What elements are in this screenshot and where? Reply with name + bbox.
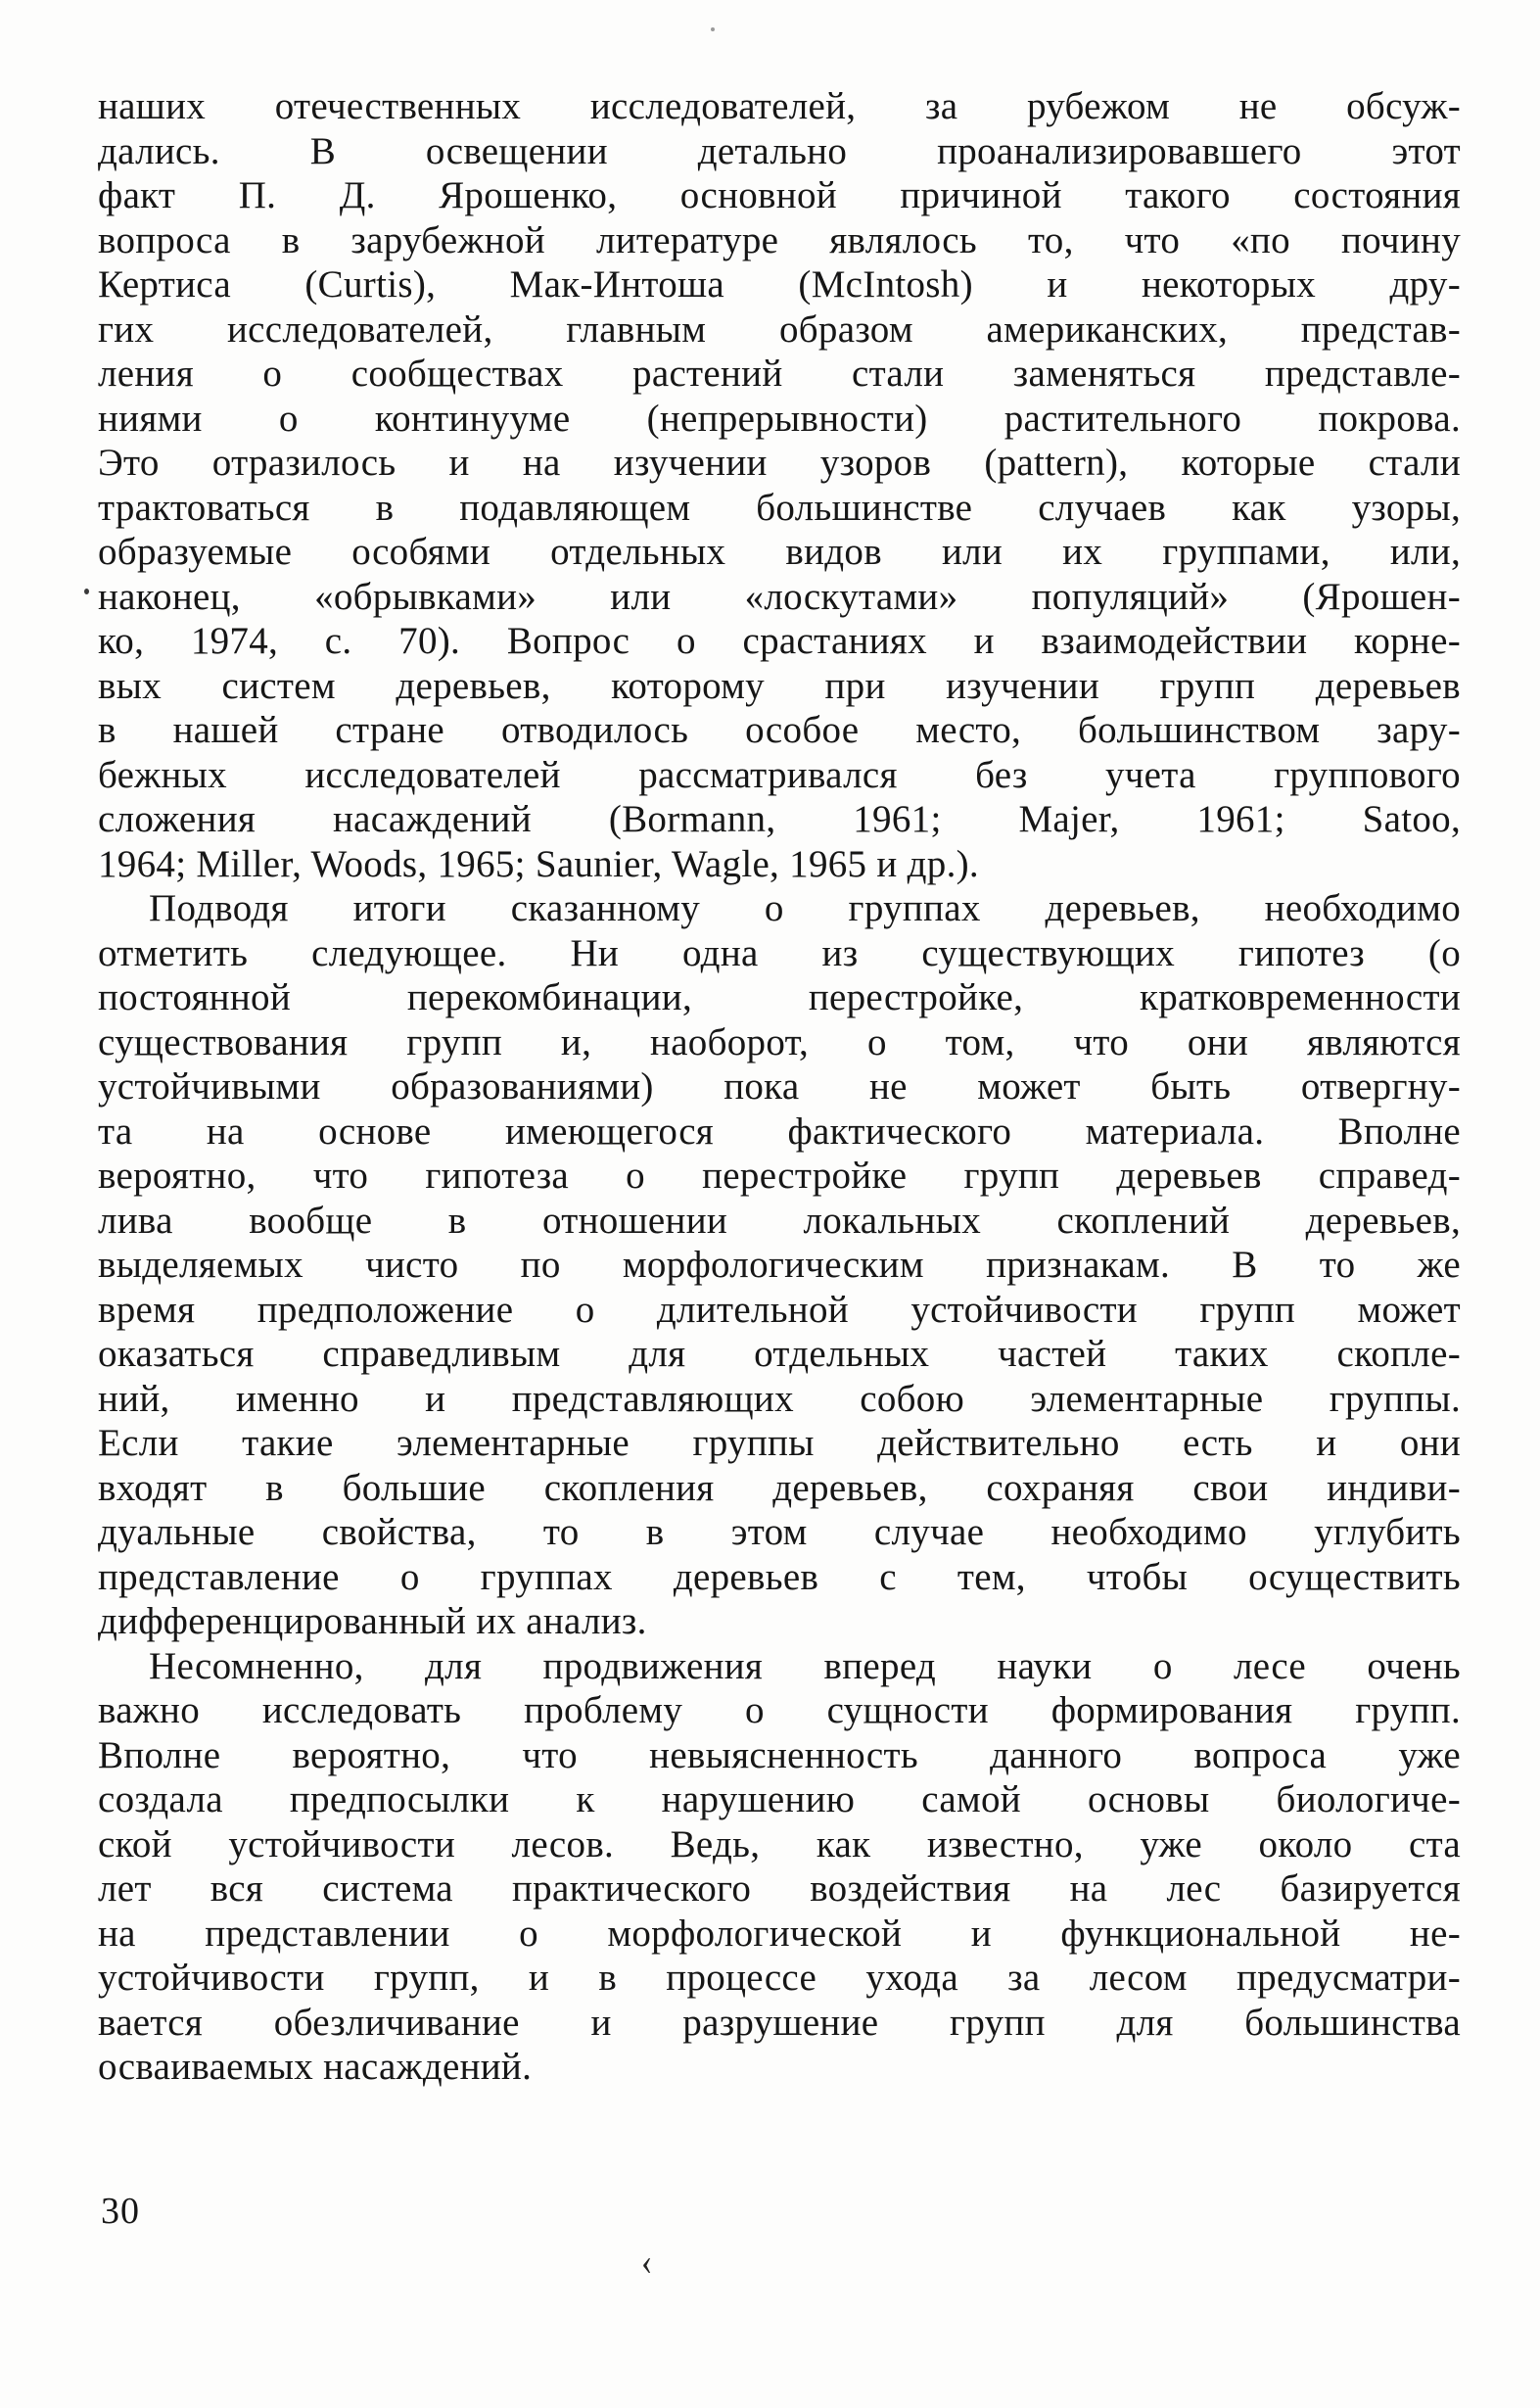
text-line: Несомненно, для продвижения вперед науки о лесе очень xyxy=(149,1644,1461,1687)
text-line: устойчивыми образованиями) пока не может быть отвергну- xyxy=(98,1065,1461,1108)
paragraph xyxy=(98,84,1461,886)
text-line: бежных исследователей рассматривался без учета группового xyxy=(98,753,1461,796)
text-line: оказаться справедливым для отдельных частей таких скопле- xyxy=(98,1333,1461,1375)
text-line: лет вся система практического воздействия на лес базируется xyxy=(98,1867,1461,1910)
scan-speck-top xyxy=(711,27,715,31)
text-line: трактоваться в подавляющем большинстве случаев как узоры, xyxy=(98,486,1461,529)
text-line: факт П. Д. Ярошенко, основной причиной такого состояния xyxy=(98,174,1461,216)
text-line: осваиваемых насаждений. xyxy=(98,2046,533,2088)
text-line: устойчивости групп, и в процессе ухода за лесом предусматри- xyxy=(98,1957,1461,1999)
text-line: Подводя итоги сказанному о группах деревьев, необходимо xyxy=(149,887,1461,929)
text-line: важно исследовать проблему о сущности формирования групп. xyxy=(98,1689,1461,1731)
text-line: ний, именно и представляющих собою элементарные группы. xyxy=(98,1377,1461,1420)
text-line: вопроса в зарубежной литературе являлось то, что «по почину xyxy=(98,218,1461,261)
text-line: входят в большие скопления деревьев, сохраняя свои индиви- xyxy=(98,1466,1461,1509)
text-line: Если такие элементарные группы действительно есть и они xyxy=(98,1422,1461,1464)
text-line: представление о группах деревьев с тем, чтобы осуществить xyxy=(98,1555,1461,1598)
text-line: та на основе имеющегося фактического материала. Вполне xyxy=(98,1110,1461,1153)
ink-speck xyxy=(84,589,89,594)
text-line: Вполне вероятно, что невыясненность данного вопроса уже xyxy=(98,1733,1461,1776)
text-line: время предположение о длительной устойчивости групп может xyxy=(98,1288,1461,1331)
text-line: отметить следующее. Ни одна из существующих гипотез (о xyxy=(98,931,1461,974)
text-line: дуальные свойства, то в этом случае необходимо углубить xyxy=(98,1511,1461,1553)
text-line: ления о сообществах растений стали заменяться представле- xyxy=(98,353,1461,395)
body-text xyxy=(98,84,1461,2090)
text-line: выделяемых чисто по морфологическим признакам. В то же xyxy=(98,1244,1461,1286)
text-line: создала предпосылки к нарушению самой основы биологиче- xyxy=(98,1778,1461,1820)
text-line: в нашей стране отводилось особое место, большинством зару- xyxy=(98,709,1461,751)
text-line: гих исследователей, главным образом американских, представ- xyxy=(98,307,1461,351)
text-line: вероятно, что гипотеза о перестройке групп деревьев справед- xyxy=(98,1155,1461,1197)
text-line: на представлении о морфологической и функциональной не- xyxy=(98,1912,1461,1955)
text-line: дифференцированный их анализ. xyxy=(98,1600,647,1642)
text-line: вается обезличивание и разрушение групп для большинства xyxy=(98,2001,1461,2044)
text-line: сложения насаждений (Bormann, 1961; Majer, 1961; Satoo, xyxy=(98,798,1461,840)
text-line: вых систем деревьев, которому при изучении групп деревьев xyxy=(98,664,1461,707)
text-line: Кертиса (Curtis), Мак-Интоша (McIntosh) и некоторых дру- xyxy=(98,263,1461,306)
text-line: наконец, «обрывками» или «лоскутами» популяций» (Ярошен- xyxy=(98,575,1461,618)
text-line: дались. В освещении детально проанализировавшего этот xyxy=(98,129,1461,172)
text-line: лива вообще в отношении локальных скоплений деревьев, xyxy=(98,1199,1461,1242)
text-line: 1964; Miller, Woods, 1965; Saunier, Wagle, 1965 и др.). xyxy=(98,842,979,885)
page-number: 30 xyxy=(101,2191,140,2232)
text-line: существования групп и, наоборот, о том, что они являются xyxy=(98,1020,1461,1063)
text-line: наших отечественных исследователей, за рубежом не обсуж- xyxy=(98,85,1461,127)
paragraph xyxy=(98,1644,1461,2090)
text-line: Это отразилось и на изучении узоров (pattern), которые стали xyxy=(98,442,1461,484)
stray-mark: ‹ xyxy=(641,2242,653,2284)
text-line: ко, 1974, с. 70). Вопрос о срастаниях и взаимодействии корне- xyxy=(98,620,1461,662)
text-line: ниями о континууме (непрерывности) растительного покрова. xyxy=(98,397,1461,440)
text-line: ской устойчивости лесов. Ведь, как известно, уже около ста xyxy=(98,1822,1461,1865)
text-line: постоянной перекомбинации, перестройке, кратковременности xyxy=(98,976,1461,1018)
paragraph xyxy=(98,886,1461,1644)
text-line: образуемые особями отдельных видов или их группами, или, xyxy=(98,531,1461,573)
